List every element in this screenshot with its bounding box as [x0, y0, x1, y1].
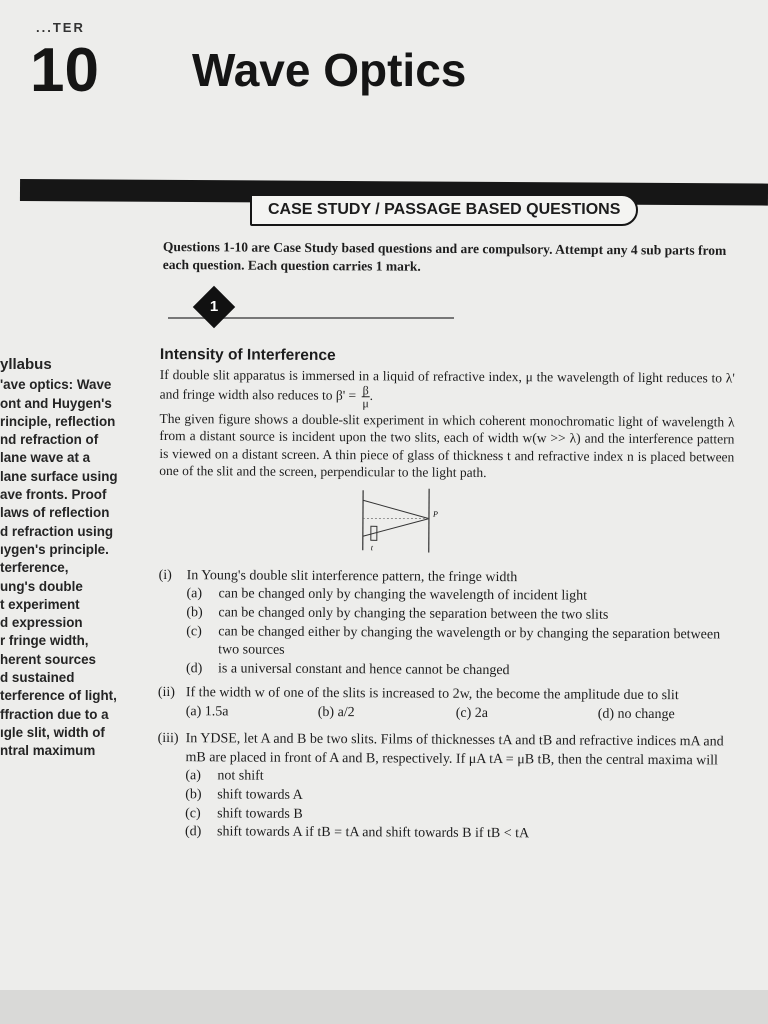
option-text: is a universal constant and hence cannot be changed	[217, 661, 510, 679]
syllabus-line: ıgle slit, width of	[0, 724, 105, 740]
option-label: (d)	[185, 661, 203, 677]
syllabus-line: r fringe width,	[0, 633, 89, 649]
question-text: If the width w of one of the slits is increased to 2w, the become the amplitude due to slit	[185, 685, 679, 704]
syllabus-line: herent sources	[0, 651, 97, 667]
question-label: (i)	[158, 568, 172, 584]
beta-over-mu-fraction	[361, 384, 369, 409]
case-title: Intensity of Interference	[159, 346, 336, 365]
question-ii	[158, 683, 733, 725]
syllabus-line: t experiment	[0, 596, 80, 612]
syllabus-line: rinciple, reflection	[0, 413, 116, 429]
case-paragraph-1-end: .	[369, 388, 374, 404]
question-i	[158, 566, 734, 682]
section-banner: CASE STUDY / PASSAGE BASED QUESTIONS	[250, 194, 638, 226]
case-study-content	[157, 346, 735, 846]
syllabus-line: d sustained	[0, 670, 75, 686]
option-text: shift towards B	[217, 805, 303, 822]
syllabus-line: lane surface using	[0, 468, 118, 484]
fraction-numerator: β	[362, 383, 369, 398]
question-iii	[157, 729, 733, 846]
syllabus-line: laws of reflection	[0, 505, 110, 521]
syllabus-line: ffraction due to a	[0, 706, 109, 722]
option-text: can be changed only by changing the separation between the two slits	[218, 605, 609, 623]
syllabus-line: 'ave optics: Wave	[0, 377, 112, 393]
option-text: can be changed either by changing the wavelength or by changing the separation between two sources	[218, 623, 721, 659]
option: (a) 1.5a	[185, 704, 229, 720]
syllabus-line: terference of light,	[0, 688, 117, 704]
figure-label-p: P	[432, 509, 438, 519]
option: (d) no change	[597, 706, 675, 723]
question-label: (iii)	[157, 730, 179, 747]
case-paragraph-1-text: If double slit apparatus is immersed in a liquid of refractive index, μ the wavelength of light reduces to λ' and fringe width also reduces to β' =	[159, 366, 735, 403]
option-label: (c)	[185, 805, 201, 821]
option-text: shift towards A if tB = tA and shift towards B if tB < tA	[216, 824, 530, 842]
chapter-number: 10	[30, 36, 99, 105]
option-label: (b)	[186, 604, 203, 621]
option-text: can be changed only by changing the wavelength of incident light	[218, 586, 588, 604]
syllabus-line: ont and Huygen's	[0, 395, 112, 411]
figure-label-t: t	[370, 543, 374, 553]
fraction-denominator: μ	[362, 396, 369, 411]
case-paragraph-1	[160, 366, 735, 412]
option	[185, 824, 732, 846]
question-number: 1	[209, 298, 219, 315]
option	[186, 660, 733, 682]
option-text: not shift	[217, 768, 264, 784]
option-label: (b)	[185, 786, 202, 803]
question-text: In Young's double slit interference pattern, the fringe width	[186, 568, 518, 586]
inline-options	[186, 702, 733, 724]
case-paragraph-2: The given figure shows a double-slit experiment in which coherent monochromatic light of wavelength λ from a distant source is incident upon the two slits, each of width w(w >> λ) and the interference pattern is viewed on a distant screen. A thin piece of glass of thickness t and refractive index n is placed between one of the slit and the screen, perpendicular to the light path.	[159, 411, 735, 480]
chapter-title: Wave Optics	[192, 44, 467, 96]
page-bottom-shadow	[0, 990, 768, 1024]
syllabus-line: lane wave at a	[0, 450, 91, 466]
syllabus-line: ave fronts. Proof	[0, 487, 107, 503]
double-slit-figure	[359, 488, 449, 553]
option-label: (d)	[184, 824, 202, 840]
syllabus-sidebar	[0, 356, 150, 761]
syllabus-heading: yllabus	[0, 356, 52, 373]
syllabus-line: terference,	[0, 560, 69, 576]
option-label: (a)	[186, 586, 203, 602]
syllabus-line: d expression	[0, 615, 83, 631]
instructions: Questions 1-10 are Case Study based questions and are compulsory. Attempt any 4 sub parts from each question. Each question carries 1 mark.	[162, 238, 727, 274]
option-label: (c)	[186, 623, 202, 639]
syllabus-line: ıygen's principle.	[0, 541, 109, 557]
option: (c) 2a	[455, 705, 489, 722]
option	[186, 623, 733, 664]
syllabus-line: ung's double	[0, 578, 83, 594]
syllabus-line: nd refraction of	[0, 432, 99, 448]
question-label: (ii)	[157, 684, 176, 701]
syllabus-line: d refraction using	[0, 523, 114, 539]
option-text: shift towards A	[217, 787, 303, 803]
option-label: (a)	[185, 768, 201, 784]
question-text: In YDSE, let A and B be two slits. Films of thicknesses tA and tB and refractive indices mA and mB are placed in front of A and B, respectively. If μA tA = μB tB, then the central maxima will	[185, 731, 724, 769]
option: (b) a/2	[317, 704, 355, 721]
chapter-top-label: ...TER	[36, 20, 85, 35]
syllabus-line: ntral maximum	[0, 743, 96, 759]
